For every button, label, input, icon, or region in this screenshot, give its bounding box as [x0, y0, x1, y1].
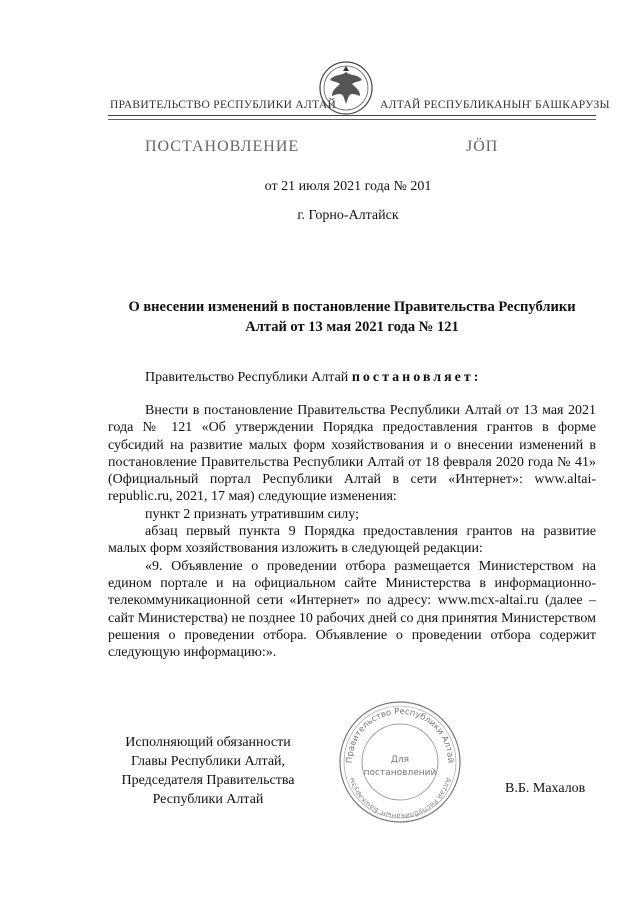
doc-type-ru: ПОСТАНОВЛЕНИЕ: [145, 138, 300, 155]
signatory-line: Исполняющий обязанности: [125, 735, 291, 750]
body-paragraph: Внести в постановление Правительства Республики Алтай от 13 мая 2021 года № 121 «Об утверждении Порядка предоставления грантов в форме субсидий на развитие малых форм хозяйствования и о внесении изменений в постановление Правительства Республики Алтай от 18 февраля 2020 года № 41» (Официальный портал Республики Алтай в сети «Интернет»: www.altai-republic.ru, 2021, 17 мая) следующие изменения:: [108, 403, 596, 505]
body-paragraph: «9. Объявление о проведении отбора размещается Министерством на едином портале и на официальном сайте Министерства в информационно-телекоммуникационной сети «Интернет» по адресу: www.mcx-altai.ru (далее – сайт Министерства) не позднее 10 рабочих дней со дня принятия Министерством решения о проведении отбора. Объявление о проведении отбора содержит следующую информацию:».: [108, 558, 596, 661]
body-paragraph: пункт 2 признать утратившим силу;: [145, 506, 359, 522]
signatory-line: Председателя Правительства: [121, 773, 295, 788]
official-stamp: [338, 700, 462, 824]
document-body: [108, 402, 596, 661]
signatory-title: [108, 733, 308, 809]
document-title: О внесении изменений в постановление Правительства Республики Алтай от 13 мая 2021 года № 121: [128, 299, 576, 335]
doc-type-altai: JÖП: [466, 138, 499, 155]
signatory-line: Республики Алтай: [152, 792, 264, 807]
header-government-ru: ПРАВИТЕЛЬСТВО РЕСПУБЛИКИ АЛТАЙ: [110, 99, 337, 111]
preamble-decree-word: постановляет:: [351, 370, 482, 385]
header-government-altai: АЛТАЙ РЕСПУБЛИКАНЫҤ БАШКАРУЗЫ: [380, 99, 610, 111]
header-divider: [108, 115, 596, 116]
preamble: [145, 370, 481, 386]
signatory-name: В.Б. Махалов: [505, 781, 586, 796]
stamp-top-text: Правительство Республики Алтай: [344, 706, 456, 764]
document-date: от 21 июля 2021 года № 201: [264, 179, 432, 194]
stamp-center-line: постановлений: [363, 768, 437, 778]
body-paragraph: абзац первый пункта 9 Порядка предоставления грантов на развитие малых форм хозяйствования изложить в следующей редакции:: [108, 524, 596, 557]
document-city: г. Горно-Алтайск: [297, 208, 399, 223]
header-divider-thin: [108, 119, 596, 120]
stamp-bottom-text: Алтай Республиканыҥ Башкарузы: [347, 776, 453, 821]
stamp-center-line: Для: [390, 755, 410, 765]
preamble-text: Правительство Республики Алтай: [145, 370, 352, 385]
signatory-line: Главы Республики Алтай,: [130, 754, 286, 769]
